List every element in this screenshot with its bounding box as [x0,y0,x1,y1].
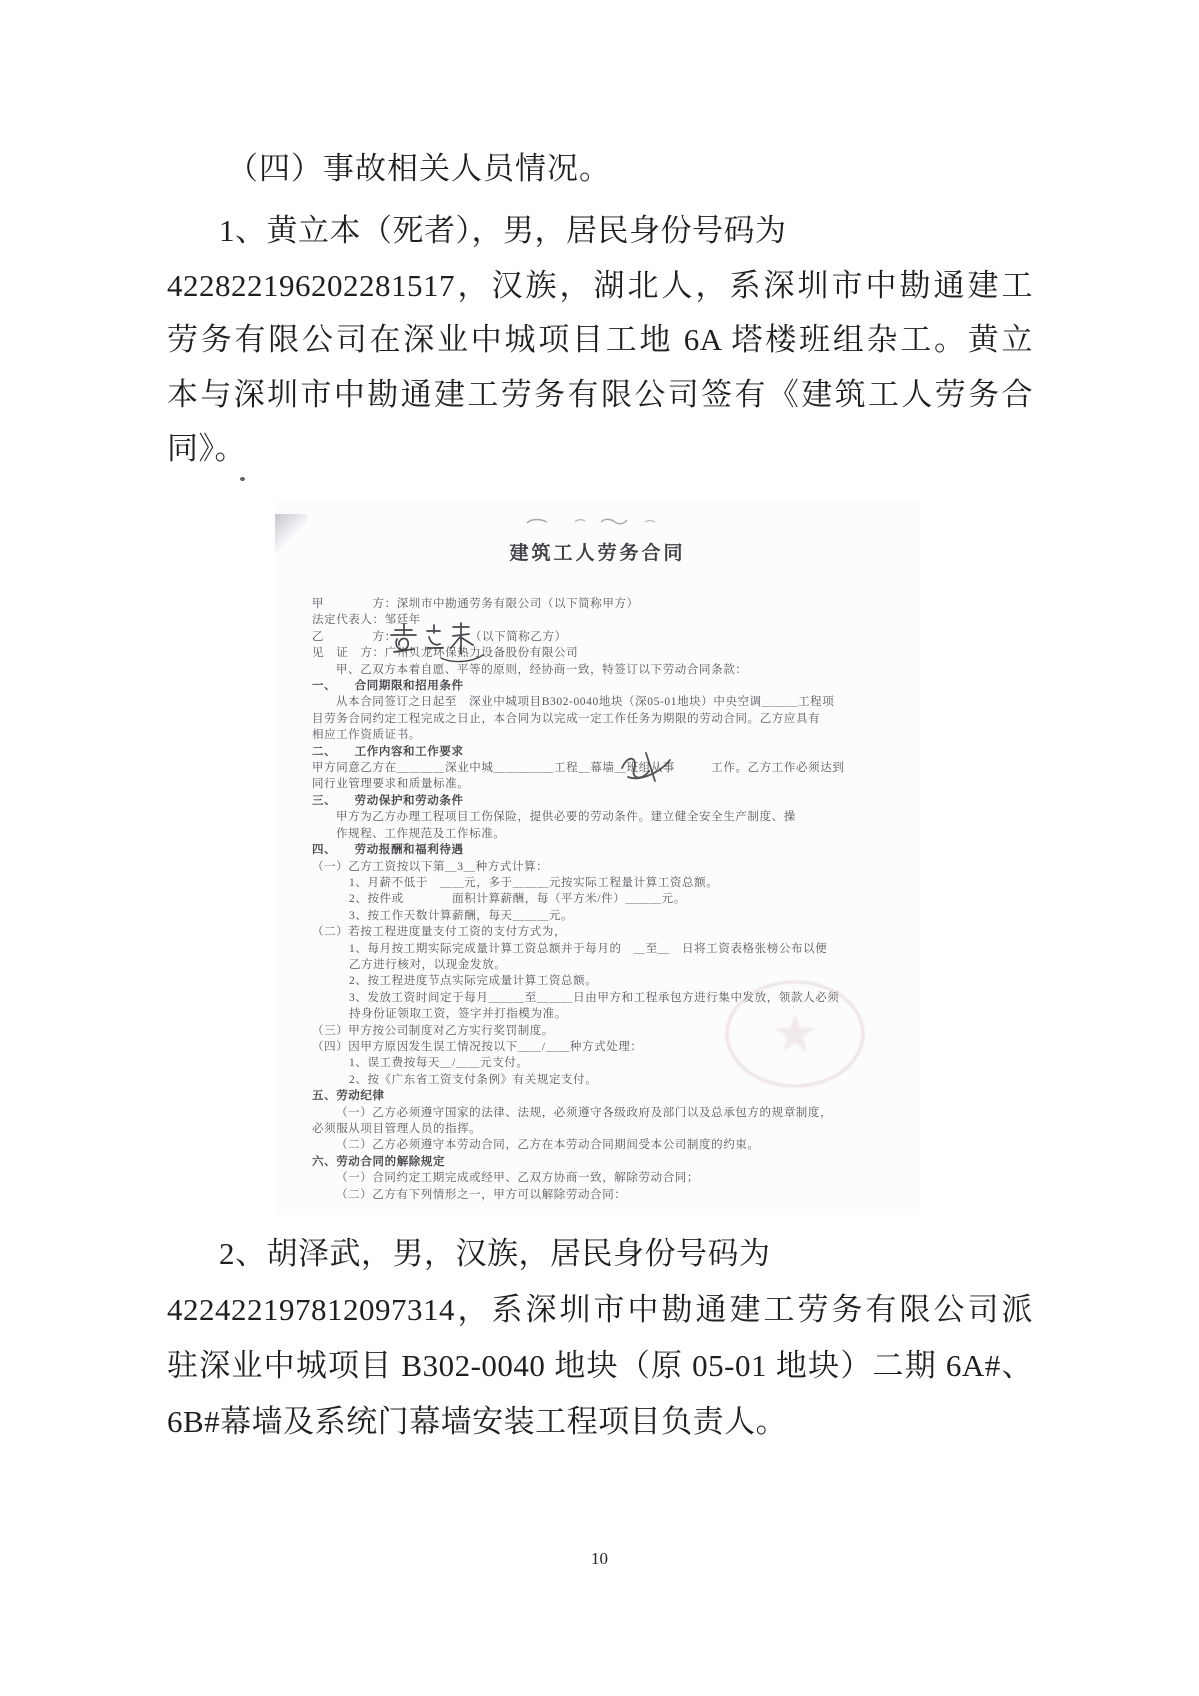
contract-line: （一）合同约定工期完成或经甲、乙双方协商一致，解除劳动合同； [336,1172,699,1185]
contract-line: 法定代表人：邹廷年 [312,614,421,627]
contract-line: 1、每月按工期实际完成量计算工资总额并于每月的 ＿至＿ 日将工资表格张榜公布以便 [349,942,828,955]
contract-line: 三、 劳动保护和劳动条件 [312,794,464,807]
contract-line: 目劳务合同约定工程完成之日止，本合同为以完成一定工作任务为期限的劳动合同。乙方应具有 [312,712,821,725]
paragraph-victim-info [167,204,1033,477]
contract-scan-image [275,500,920,1215]
contract-line: （二）若按工程进度量支付工资的支付方式为， [312,926,567,939]
contract-line: 甲 方：深圳市中勘通劳务有限公司（以下简称甲方） [312,598,639,610]
contract-line: 甲方同意乙方在＿＿＿＿深业中城＿＿＿＿＿工程＿幕墙＿班组从事 工作。乙方工作必须达到 [312,762,845,775]
contract-line: 见 证 方：广州贝龙环保热力设备股份有限公司 [312,647,579,660]
contract-body [312,596,906,1203]
text-line: 驻深业中城项目 B302-0040 地块（原 05-01 地块）二期 6A#、 [167,1348,1033,1383]
contract-line: 1、月薪不低于 ＿＿元，多于＿＿＿元按实际工程量计算工资总额。 [349,876,719,889]
scan-speck [240,477,245,481]
contract-line: 相应工作资质证书。 [312,729,421,742]
scan-pen-marks [523,514,663,530]
circular-stamp-icon [721,976,869,1092]
contract-line: （一）乙方工资按以下第＿3＿种方式计算： [312,860,549,873]
contract-line: 3、按工作天数计算薪酬，每天＿＿＿元。 [349,909,574,922]
contract-line: 持身份证领取工资，签字并打指模为准。 [349,1008,567,1021]
contract-line: 六、劳动合同的解除规定 [312,1155,446,1168]
contract-line: 2、按《广东省工资支付条例》有关规定支付。 [349,1073,598,1086]
contract-line: （四）因甲方原因发生误工情况按以下＿＿/＿＿种方式处理： [312,1040,643,1053]
text-line: 劳务有限公司在深业中城项目工地 6A 塔楼班组杂工。黄立 [167,322,1033,358]
contract-line: 作规程、工作规范及工作标准。 [336,827,506,840]
contract-line: 同行业管理要求和质量标准。 [312,778,470,791]
contract-line: 一、 合同期限和招用条件 [312,680,464,693]
page-number: 10 [591,1549,608,1568]
contract-line: （二）乙方有下列情形之一，甲方可以解除劳动合同： [336,1188,627,1201]
contract-line: 甲方为乙方办理工程项目工伤保险，提供必要的劳动条件。建立健全安全生产制度、操 [336,811,796,824]
contract-line: 五、劳动纪律 [312,1090,385,1103]
handwritten-signature [385,622,495,668]
text-line: 1、黄立本（死者），男，居民身份号码为 [219,213,787,248]
contract-line: 3、发放工资时间定于每月＿＿＿至＿＿＿日由甲方和工程承包方进行集中发放，领款人必须 [349,991,840,1004]
text-line: 422822196202281517，汉族，湖北人，系深圳市中勘通建工 [167,267,1033,303]
paragraph-manager-info [167,1226,1033,1450]
contract-line: 乙方进行核对，以现金发放。 [349,958,507,971]
contract-line: 乙 方： （以下简称乙方） [312,630,567,643]
contract-line: （三）甲方按公司制度对乙方实行奖罚制度。 [312,1024,554,1037]
contract-line: 必须服从项目管理人员的指挥。 [312,1123,482,1135]
section-heading: （四）事故相关人员情况。 [227,151,611,186]
contract-line: （二）乙方必须遵守本劳动合同，乙方在本劳动合同期间受本公司制度的约束。 [336,1139,760,1152]
text-line: 422422197812097314，系深圳市中勘通建工劳务有限公司派 [167,1292,1033,1327]
text-line: 本与深圳市中勘通建工劳务有限公司签有《建筑工人劳务合 [167,376,1033,412]
handwritten-scribble [616,748,678,786]
text-line: 6B#幕墙及系统门幕墙安装工程项目负责人。 [167,1404,788,1439]
contract-line: （一）乙方必须遵守国家的法律、法规，必须遵守各级政府及部门以及总承包方的规章制度， [336,1106,833,1119]
text-line: 2、胡泽武，男，汉族，居民身份号码为 [219,1236,771,1271]
contract-line: 2、按件或 面积计算薪酬，每（平方米/件）＿＿＿元。 [349,893,686,906]
contract-line: 甲、乙双方本着自愿、平等的原则，经协商一致，特签订以下劳动合同条款： [336,663,748,676]
contract-line: 2、按工程进度节点实际完成量计算工资总额。 [349,975,598,988]
text-line: 同》。 [167,431,246,467]
contract-title: 建筑工人劳务合同 [509,543,686,564]
contract-line: 四、 劳动报酬和福利待遇 [312,844,464,857]
contract-line: 从本合同签订之日起至 深业中城项目B302-0040地块（深05-01地块）中央空调＿＿＿工程项 [336,696,835,709]
contract-line: 1、误工费按每天＿/＿＿元支付。 [349,1057,529,1070]
contract-line: 二、 工作内容和工作要求 [312,745,464,758]
